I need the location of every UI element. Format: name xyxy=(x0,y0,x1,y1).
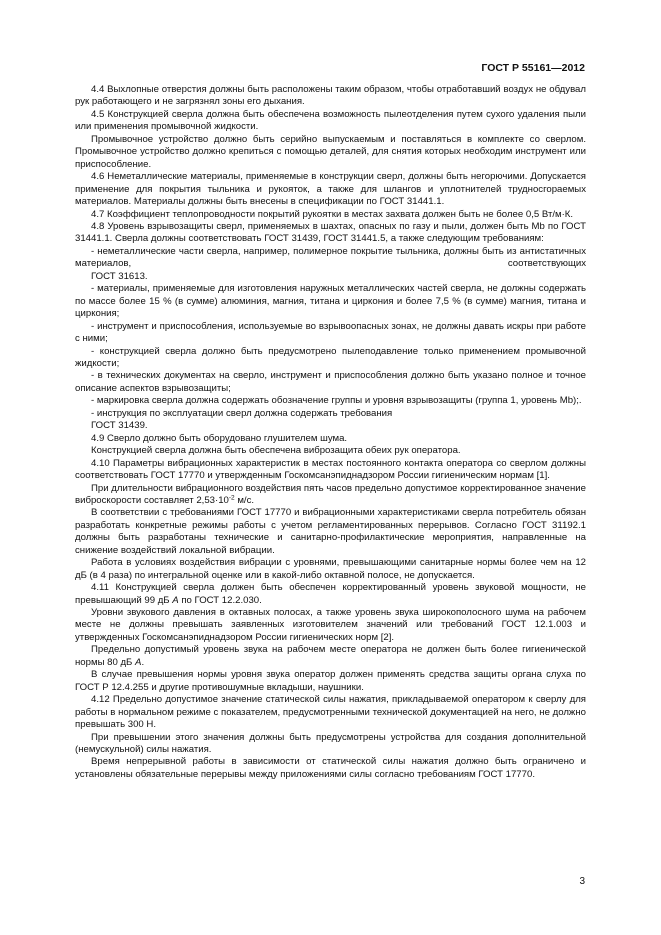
paragraph: 4.9 Сверло должно быть оборудовано глушителем шума. xyxy=(91,432,348,444)
paragraph: 4.12 Предельно допустимое значение статической силы нажатия, прикладываемой оператором к сверлу для работы в нормальном режиме с показателем, предусмотренными технической документацией на него, не должно превышать 300 Н. xyxy=(75,694,586,731)
list-item: - маркировка сверла должна содержать обозначение группы и уровня взрывозащиты (группа 1, уровень Mb);. xyxy=(91,395,582,407)
paragraph: Время непрерывной работы в зависимости от статической силы нажатия должно быть ограничено и установлены обязательные перерывы между приложениями силы согласно требованиям ГОСТ 17770. xyxy=(75,756,586,780)
exponent: -2 xyxy=(228,494,235,502)
paragraph: В случае превышения нормы уровня звука оператор должен применять средства защиты органа слуха по ГОСТ Р 12.4.255 и другие противошумные вкладыши, наушники. xyxy=(75,669,586,693)
paragraph: Уровни звукового давления в октавных полосах, а также уровень звука широкополосного шума на рабочем месте не должны превышать заявленных изготовителем значений или требований ГОСТ 12.1.003 и утвержденных Госкомсанэпиднадзором России гигиенических норм [2]. xyxy=(75,607,586,643)
list-item: - инструкция по эксплуатации сверл должна содержать требования xyxy=(91,407,393,419)
list-item: - материалы, применяемые для изготовления наружных металлических частей сверла, не должны содержать по массе более 15 % (в сумме) алюминия, магния, титана и циркония и более 7,5 % (в сумме) магния, титана и циркония; xyxy=(75,283,586,320)
paragraph: В соответствии с требованиями ГОСТ 17770 и вибрационными характеристиками сверла потребитель обязан разработать конкретные режимы работы с учетом регламентированных перерывов. Согласно ГОСТ 31192.1 должны быть разработаны технические и санитарно-профилактические мероприятия, направленные на снижение воздействий локальной вибрации. xyxy=(75,507,586,556)
paragraph xyxy=(75,644,586,669)
paragraph: 4.5 Конструкцией сверла должна быть обеспечена возможность пылеотделения путем сухого удаления пыли или применения промывочной жидкости. xyxy=(75,108,586,133)
paragraph: 4.4 Выхлопные отверстия должны быть расположены таким образом, чтобы отработавший воздух не обдувал рук работающего и не загрязнял зоны его дыхания. xyxy=(75,84,586,108)
paragraph: 4.10 Параметры вибрационных характеристик в местах постоянного контакта оператора со сверлом должны соответствовать ГОСТ 17770 и утвержденным Госкомсанэпиднадзором России гигиеническим нормам [1]. xyxy=(75,457,586,482)
paragraph: 4.7 Коэффициент теплопроводности покрытий рукоятки в местах захвата должен быть не более 0,5 Вт/м·К. xyxy=(91,208,574,220)
document-body xyxy=(75,84,586,781)
text-run: Предельно допустимый уровень звука на рабочем месте оператора не должен быть более гигиенической нормы 80 дБ xyxy=(75,644,586,668)
paragraph: 4.8 Уровень взрывозащиты сверл, применяемых в шахтах, опасных по газу и пыли, должен быть Mb по ГОСТ 31441.1. Сверла должны соответствовать ГОСТ 31439, ГОСТ 31441.5, а также следующим требованиям: xyxy=(75,220,586,245)
unit-letter: A xyxy=(135,656,142,668)
list-item: - конструкцией сверла должно быть предусмотрено пылеподавление только применением промывочной жидкости; xyxy=(75,345,586,369)
paragraph: 4.6 Неметаллические материалы, применяемые в конструкции сверл, должны быть негорючими. Допускается применение для покрытия тыльника и рукояток, а также для шлангов и уплотнителей трудносгораемых материалов. Материалы должны быть внесены в спецификации по ГОСТ 31441.1. xyxy=(75,171,586,208)
paragraph xyxy=(75,582,586,607)
text-run: . xyxy=(141,656,145,668)
text-run: по ГОСТ 12.2.030. xyxy=(178,594,262,606)
paragraph: ГОСТ 31613. xyxy=(91,270,148,282)
page-number: 3 xyxy=(579,876,585,887)
paragraph: Работа в условиях воздействия вибрации с уровнями, превышающими санитарные нормы более чем на 12 дБ (в 4 раза) по интегральной оценке или в какой-либо октавной полосе, не допускается. xyxy=(75,557,586,581)
paragraph: ГОСТ 31439. xyxy=(91,420,148,432)
text-run: При длительности вибрационного воздействия пять часов предельно допустимое корректированное значение виброскорости составляет 2,53·10 xyxy=(75,482,586,506)
list-item: - инструмент и приспособления, используемые во взрывоопасных зонах, не должны давать искры при работе с ними; xyxy=(75,320,586,345)
document-code-header: ГОСТ Р 55161—2012 xyxy=(481,62,585,74)
text-run: м/с. xyxy=(234,494,255,506)
paragraph: При превышении этого значения должны быть предусмотрены устройства для создания дополнительной (немускульной) силы нажатия. xyxy=(75,731,586,756)
paragraph: Конструкцией сверла должна быть обеспечена виброзащита обеих рук оператора. xyxy=(91,445,461,457)
list-item: - неметаллические части сверла, например, полимерное покрытие тыльника, должны быть из антистатичных материалов, соответствующих xyxy=(75,245,586,270)
paragraph xyxy=(75,483,586,508)
unit-letter: A xyxy=(172,594,179,606)
list-item: - в технических документах на сверло, инструмент и приспособления должно быть указано полное и точное описание аспектов взрывозащиты; xyxy=(75,370,586,394)
paragraph: Промывочное устройство должно быть серийно выпускаемым и поставляться в комплекте со сверлом. Промывочное устройство должно крепиться с помощью деталей, для снятия которых необходим инструмент или приспособление. xyxy=(75,133,586,170)
text-run: 4.11 Конструкцией сверла должен быть обеспечен корректированный уровень звуковой мощности, не превышающий 99 дБ xyxy=(75,582,586,606)
